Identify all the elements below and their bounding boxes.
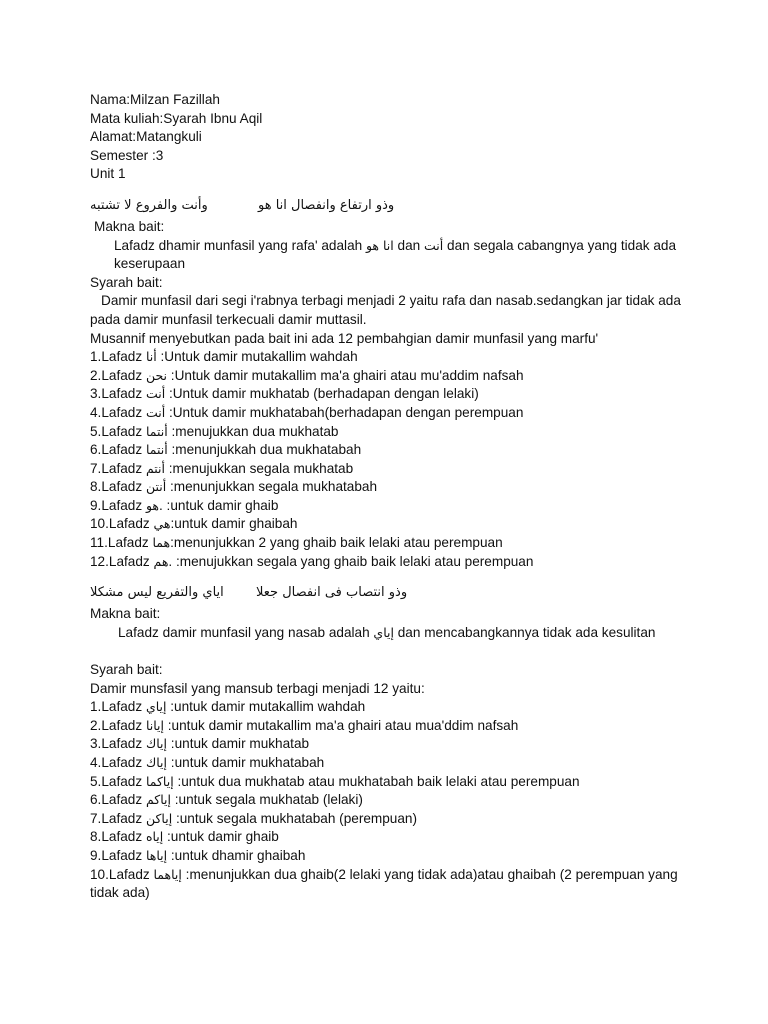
arabic-term: نحن (145, 367, 168, 383)
item-text: 3.Lafadz (90, 736, 146, 752)
item-text: 2.Lafadz (90, 717, 146, 733)
list-item (90, 385, 690, 404)
list-item (90, 460, 690, 479)
makna-heading-2: Makna bait: (90, 606, 161, 622)
arabic-term: إياها (145, 847, 168, 863)
arabic-term: أنتما (145, 423, 168, 439)
list-item (90, 497, 690, 516)
item-text: . :untuk damir ghaib (159, 497, 279, 513)
list-item (90, 553, 690, 572)
item-text: :untuk damir mutakallim wahdah (166, 699, 366, 715)
makna-1-part-c: dan segala cabangnya yang tidak ada keserupaan (114, 237, 677, 272)
makna-2-part-b: dan mencabangkannya tidak ada kesulitan (393, 624, 656, 640)
item-text: 8.Lafadz (90, 479, 146, 495)
arabic-term: إياكن (145, 810, 173, 826)
list-item (90, 515, 690, 534)
item-text: 9.Lafadz (90, 497, 146, 513)
item-text: :menunjukkan dua ghaib(2 lelaki yang tidak ada)atau ghaibah (2 perempuan yang tidak ada) (90, 866, 678, 901)
arabic-term: أنت (145, 386, 166, 402)
item-text: :untuk damir mukhatab (167, 736, 310, 752)
arabic-term: إياكما (145, 773, 174, 789)
semester: Semester :3 (90, 147, 164, 163)
arabic-term: أنتم (145, 460, 165, 476)
list-item (90, 828, 690, 847)
item-text: :untuk damir ghaibah (170, 516, 298, 532)
item-text: 7.Lafadz (90, 460, 146, 476)
item-text: 5.Lafadz (90, 423, 146, 439)
verse-2-right: وذو انتصاب فى انفصال جعلا (256, 585, 408, 601)
item-text: 1.Lafadz (90, 349, 146, 365)
makna-2-part-a: Lafadz damir munfasil yang nasab adalah (118, 624, 374, 640)
item-text: :menujukkan dua mukhatab (167, 423, 339, 439)
makna-1-arabic-b: أنت (424, 237, 444, 253)
makna-1-arabic-a: انا هو (365, 237, 394, 253)
arabic-term: إياه (145, 829, 164, 845)
list-item (90, 348, 690, 367)
makna-text-1 (90, 237, 690, 274)
list-intro-1: Musannif menyebutkan pada bait ini ada 12 pembahgian damir munfasil yang marfu' (90, 330, 599, 346)
item-text: :menunjukkah dua mukhatabah (167, 442, 362, 458)
arabic-term: أنتن (145, 479, 167, 495)
verse-2 (90, 581, 690, 605)
item-text: :untuk dua mukhatab atau mukhatabah baik lelaki atau perempuan (173, 773, 580, 789)
item-text: :Untuk damir mutakallim wahdah (156, 349, 358, 365)
syarah-heading-1: Syarah bait: (90, 274, 163, 290)
makna-text-2 (90, 624, 690, 643)
document-body (90, 91, 690, 903)
arabic-term: إياي (145, 699, 167, 715)
item-text: 12.Lafadz (90, 553, 154, 569)
arabic-term: إياك (145, 755, 168, 770)
item-text: :Untuk damir mutakallim ma'a ghairi atau mu'addim nafsah (167, 367, 524, 383)
list-item (90, 847, 690, 866)
syarah-text-1: Damir munfasil dari segi i'rabnya terbagi menjadi 2 yaitu rafa dan nasab.sedangkan jar tidak ada pada damir munfasil terkecuali damir muttasil. (90, 293, 681, 327)
arabic-term: أنا (145, 349, 157, 365)
item-text: . :menujukkan segala yang ghaib baik lelaki atau perempuan (168, 553, 534, 569)
arabic-term: إيانا (145, 717, 164, 733)
item-text: 8.Lafadz (90, 829, 146, 845)
verse-1-right: وذو ارتفاع وانفصال انا هو (258, 197, 395, 213)
spacer (90, 642, 690, 661)
item-text: :menunjukkan 2 yang ghaib baik lelaki atau perempuan (170, 535, 503, 551)
arabic-term: إياكم (145, 792, 171, 808)
item-text: 9.Lafadz (90, 847, 146, 863)
unit-label: Unit 1 (90, 166, 126, 182)
list-item (90, 810, 690, 829)
arabic-term: أنتما (145, 442, 168, 458)
address: Alamat:Matangkuli (90, 129, 202, 145)
marfu-list (90, 348, 690, 571)
arabic-term: إياهما (153, 866, 182, 882)
list-item (90, 534, 690, 553)
item-text: :untuk segala mukhatabah (perempuan) (172, 810, 418, 826)
item-text: 7.Lafadz (90, 810, 146, 826)
arabic-term: هما (152, 535, 171, 551)
item-text: 5.Lafadz (90, 773, 146, 789)
arabic-term: هو (145, 497, 159, 513)
list-item (90, 367, 690, 386)
verse-2-left: اياي والتفريع ليس مشكلا (90, 585, 224, 601)
arabic-term: أنت (145, 404, 166, 420)
arabic-term: هم (153, 553, 169, 569)
student-name: Nama:Milzan Fazillah (90, 92, 220, 107)
item-text: :Untuk damir mukhatabah(berhadapan dengan perempuan (165, 404, 524, 420)
item-text: 6.Lafadz (90, 442, 146, 458)
item-text: 3.Lafadz (90, 386, 146, 402)
list-item (90, 735, 690, 754)
item-text: 11.Lafadz (90, 535, 153, 551)
verse-1-left: وأنت والفروع لا تشتبه (90, 197, 208, 213)
mansub-list (90, 698, 690, 903)
list-item (90, 698, 690, 717)
list-item (90, 866, 690, 903)
syarah-heading-2: Syarah bait: (90, 662, 163, 678)
item-text: 6.Lafadz (90, 792, 146, 808)
item-text: 2.Lafadz (90, 367, 146, 383)
course-name: Mata kuliah:Syarah Ibnu Aqil (90, 110, 263, 126)
arabic-term: هي (153, 516, 171, 532)
list-intro-2: Damir munsfasil yang mansub terbagi menjadi 12 yaitu: (90, 680, 425, 696)
item-text: 4.Lafadz (90, 404, 146, 420)
list-item (90, 404, 690, 423)
list-item (90, 423, 690, 442)
item-text: :untuk damir mutakallim ma'a ghairi atau mua'ddim nafsah (164, 717, 519, 733)
item-text: :menunjukkan segala mukhatabah (166, 479, 378, 495)
item-text: :Untuk damir mukhatab (berhadapan dengan lelaki) (165, 386, 479, 402)
list-item (90, 441, 690, 460)
arabic-term: إياك (145, 736, 168, 752)
item-text: :menujukkan segala mukhatab (164, 460, 354, 476)
list-item (90, 717, 690, 736)
list-item (90, 478, 690, 497)
item-text: 10.Lafadz (90, 516, 154, 532)
item-text: :untuk damir mukhatabah (167, 755, 325, 770)
item-text: 10.Lafadz (90, 866, 154, 882)
makna-1-part-b: dan (393, 237, 424, 253)
item-text: 1.Lafadz (90, 699, 146, 715)
item-text: :untuk segala mukhatab (lelaki) (170, 792, 363, 808)
list-item (90, 773, 690, 792)
makna-1-part-a: Lafadz dhamir munfasil yang rafa' adalah (114, 237, 366, 253)
makna-2-arabic: إياي (373, 624, 394, 640)
list-item (90, 754, 690, 773)
item-text: :untuk dhamir ghaibah (167, 847, 306, 863)
list-item (90, 791, 690, 810)
makna-heading-1: Makna bait: (94, 218, 165, 234)
verse-1 (90, 194, 690, 218)
item-text: 4.Lafadz (90, 755, 146, 770)
item-text: :untuk damir ghaib (163, 829, 279, 845)
